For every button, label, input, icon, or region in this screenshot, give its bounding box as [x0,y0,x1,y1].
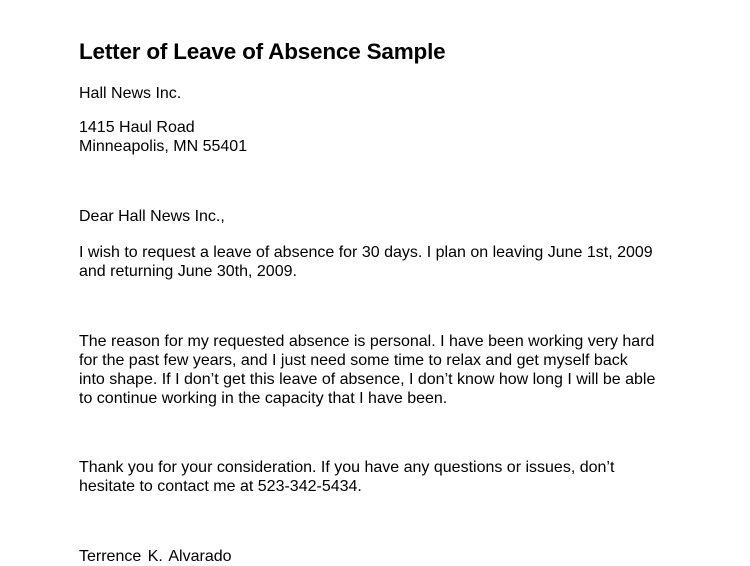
paragraph2-line: for the past few years, and I just need some time to relax and get myself back [79,352,628,369]
paragraph2-line: The reason for my requested absence is personal. I have been working very hard [79,333,655,350]
recipient-company: Hall News Inc. [79,85,182,102]
recipient-address-line2: Minneapolis, MN 55401 [79,138,248,155]
document-title: Letter of Leave of Absence Sample [79,39,446,64]
paragraph2-line: into shape. If I don’t get this leave of absence, I don’t know how long I will be able [79,371,656,388]
paragraph1-line: I wish to request a leave of absence for 30 days. I plan on leaving June 1st, 2009 [79,244,653,261]
signature-name: Terrence K. Alvarado [79,548,232,565]
salutation: Dear Hall News Inc., [79,208,225,225]
paragraph2-line: to continue working in the capacity that I have been. [79,390,448,407]
paragraph3-line: Thank you for your consideration. If you have any questions or issues, don’t [79,459,615,476]
recipient-address-line1: 1415 Haul Road [79,119,195,136]
paragraph1-line: and returning June 30th, 2009. [79,263,297,280]
paragraph3-line: hesitate to contact me at 523-342-5434. [79,478,362,495]
